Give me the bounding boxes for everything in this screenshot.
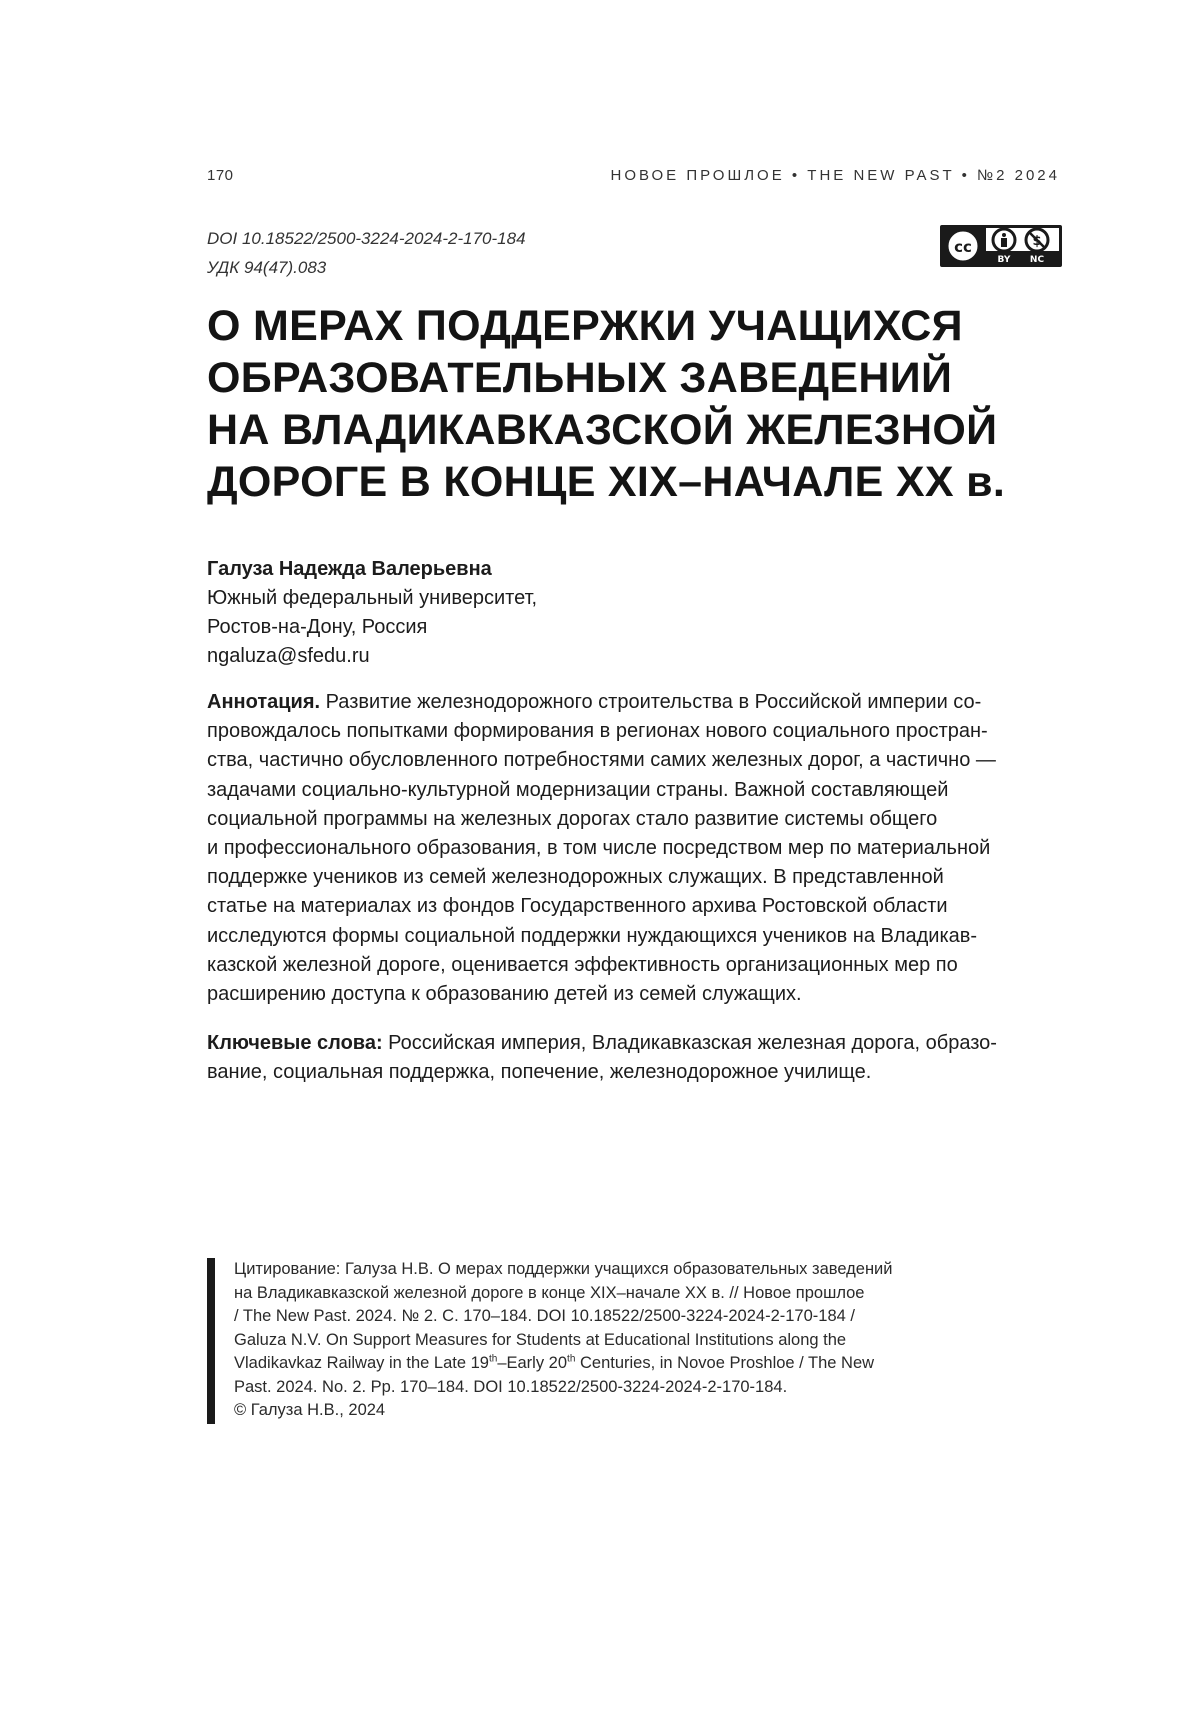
abstract-line: статье на материалах из фондов Государственного архива Ростовской области	[207, 892, 1067, 921]
abstract	[207, 688, 1067, 1009]
abstract-line: провождалось попытками формирования в регионах нового социального простран-	[207, 717, 1067, 746]
citation-line: на Владикавказской железной дороге в конце XIX–начале XX в. // Новое прошлое	[234, 1282, 934, 1306]
cc-by-label: BY	[998, 255, 1011, 265]
citation	[234, 1258, 934, 1399]
running-head: НОВОЕ ПРОШЛОЕ • THE NEW PAST • №2 2024	[610, 167, 1060, 184]
abstract-line: исследуются формы социальной поддержки нуждающихся учеников на Владикав-	[207, 922, 1067, 951]
abstract-line: задачами социально-культурной модернизации страны. Важной составляющей	[207, 776, 1067, 805]
citation-bar	[207, 1258, 215, 1424]
abstract-line: и профессионального образования, в том числе посредством мер по материальной	[207, 834, 1067, 863]
abstract-line: поддержке учеников из семей железнодорожных служащих. В представленной	[207, 863, 1067, 892]
title-line: ДОРОГЕ В КОНЦЕ XIX–НАЧАЛЕ XX в.	[207, 456, 1067, 508]
citation-line: Vladikavkaz Railway in the Late 19th–Early 20th Centuries, in Novoe Proshloe / The New	[234, 1352, 934, 1376]
title-line: ОБРАЗОВАТЕЛЬНЫХ ЗАВЕДЕНИЙ	[207, 352, 1067, 404]
title-line: НА ВЛАДИКАВКАЗСКОЙ ЖЕЛЕЗНОЙ	[207, 404, 1067, 456]
citation-line: Galuza N.V. On Support Measures for Students at Educational Institutions along the	[234, 1329, 934, 1353]
udk: УДК 94(47).083	[207, 253, 526, 282]
svg-text:cc: cc	[954, 238, 972, 256]
abstract-line: ства, частично обусловленного потребностями самих железных дорог, а частично —	[207, 746, 1067, 775]
citation-line: / The New Past. 2024. № 2. С. 170–184. DOI 10.18522/2500-3224-2024-2-170-184 /	[234, 1305, 934, 1329]
cc-by-nc-icon	[940, 225, 1062, 267]
citation-line: Past. 2024. No. 2. Pp. 170–184. DOI 10.18522/2500-3224-2024-2-170-184.	[234, 1376, 934, 1400]
author-email[interactable]: ngaluza@sfedu.ru	[207, 642, 537, 671]
author-block	[207, 555, 537, 671]
abstract-line: Аннотация. Развитие железнодорожного строительства в Российской империи со-	[207, 688, 1067, 717]
author-location: Ростов-на-Дону, Россия	[207, 613, 537, 642]
doi: DOI 10.18522/2500-3224-2024-2-170-184	[207, 224, 526, 253]
title-line: О МЕРАХ ПОДДЕРЖКИ УЧАЩИХСЯ	[207, 300, 1067, 352]
keywords-line: вание, социальная поддержка, попечение, железнодорожное училище.	[207, 1058, 1067, 1087]
copyright: © Галуза Н.В., 2024	[234, 1401, 385, 1420]
abstract-line: расширению доступа к образованию детей из семей служащих.	[207, 980, 1067, 1009]
keywords-label: Ключевые слова:	[207, 1032, 383, 1054]
author-name: Галуза Надежда Валерьевна	[207, 555, 537, 584]
author-affiliation: Южный федеральный университет,	[207, 584, 537, 613]
citation-line: Цитирование: Галуза Н.В. О мерах поддержки учащихся образовательных заведений	[234, 1258, 934, 1282]
article-title	[207, 300, 1067, 508]
cc-nc-label: NC	[1030, 255, 1045, 265]
page-number: 170	[207, 167, 234, 184]
abstract-label: Аннотация.	[207, 691, 320, 713]
abstract-line: социальной программы на железных дорогах стало развитие системы общего	[207, 805, 1067, 834]
keywords-line: Ключевые слова: Российская империя, Владикавказская железная дорога, образо-	[207, 1029, 1067, 1058]
article-meta	[207, 224, 526, 282]
keywords	[207, 1029, 1067, 1087]
abstract-line: казской железной дороге, оценивается эффективность организационных мер по	[207, 951, 1067, 980]
